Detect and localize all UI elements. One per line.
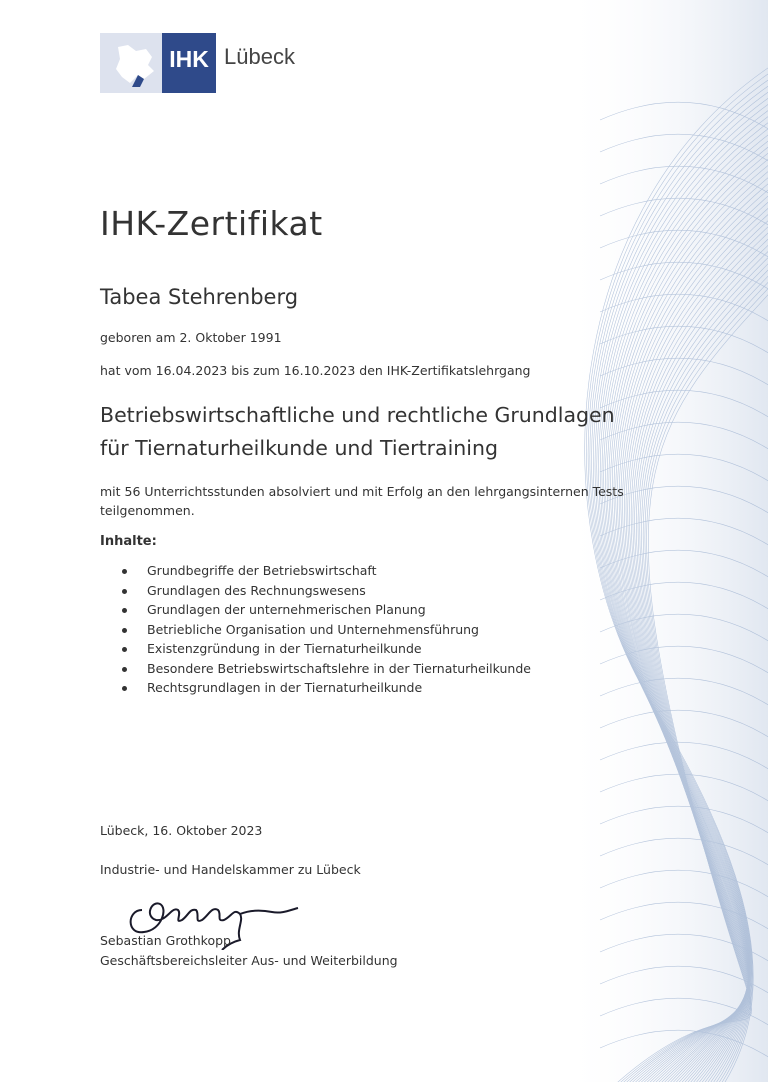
logo-city: Lübeck [224, 44, 295, 69]
holder-name: Tabea Stehrenberg [100, 285, 299, 309]
period-line: hat vom 16.04.2023 bis zum 16.10.2023 den IHK-Zertifikatslehrgang [100, 363, 531, 378]
list-item: Betriebliche Organisation und Unternehmensführung [116, 620, 531, 640]
course-title [100, 399, 615, 465]
signatory-title: Geschäftsbereichsleiter Aus- und Weiterbildung [100, 953, 398, 968]
ihk-logo [100, 33, 298, 95]
completion-text: mit 56 Unterrichtsstunden absolviert und mit Erfolg an den lehrgangsinternen Tests teilgenommen. [100, 484, 624, 518]
signatory-name: Sebastian Grothkopp [100, 933, 231, 948]
certificate-title: IHK-Zertifikat [100, 204, 323, 243]
course-title-line-1: Betriebswirtschaftliche und rechtliche Grundlagen [100, 403, 615, 427]
topics-list [116, 561, 531, 698]
region-map-icon [108, 41, 162, 89]
list-item: Existenzgründung in der Tiernaturheilkunde [116, 639, 531, 659]
list-item: Besondere Betriebswirtschaftslehre in der Tiernaturheilkunde [116, 659, 531, 679]
contents-label: Inhalte: [100, 534, 157, 549]
list-item: Grundbegriffe der Betriebswirtschaft [116, 561, 531, 581]
logo-badge: IHK [162, 33, 216, 93]
list-item: Grundlagen des Rechnungswesens [116, 581, 531, 601]
birth-line: geboren am 2. Oktober 1991 [100, 330, 282, 345]
list-item: Rechtsgrundlagen in der Tiernaturheilkunde [116, 678, 531, 698]
organization: Industrie- und Handelskammer zu Lübeck [100, 862, 361, 877]
list-item: Grundlagen der unternehmerischen Planung [116, 600, 531, 620]
place-date: Lübeck, 16. Oktober 2023 [100, 823, 263, 838]
course-title-line-2: für Tiernaturheilkunde und Tiertraining [100, 436, 498, 460]
